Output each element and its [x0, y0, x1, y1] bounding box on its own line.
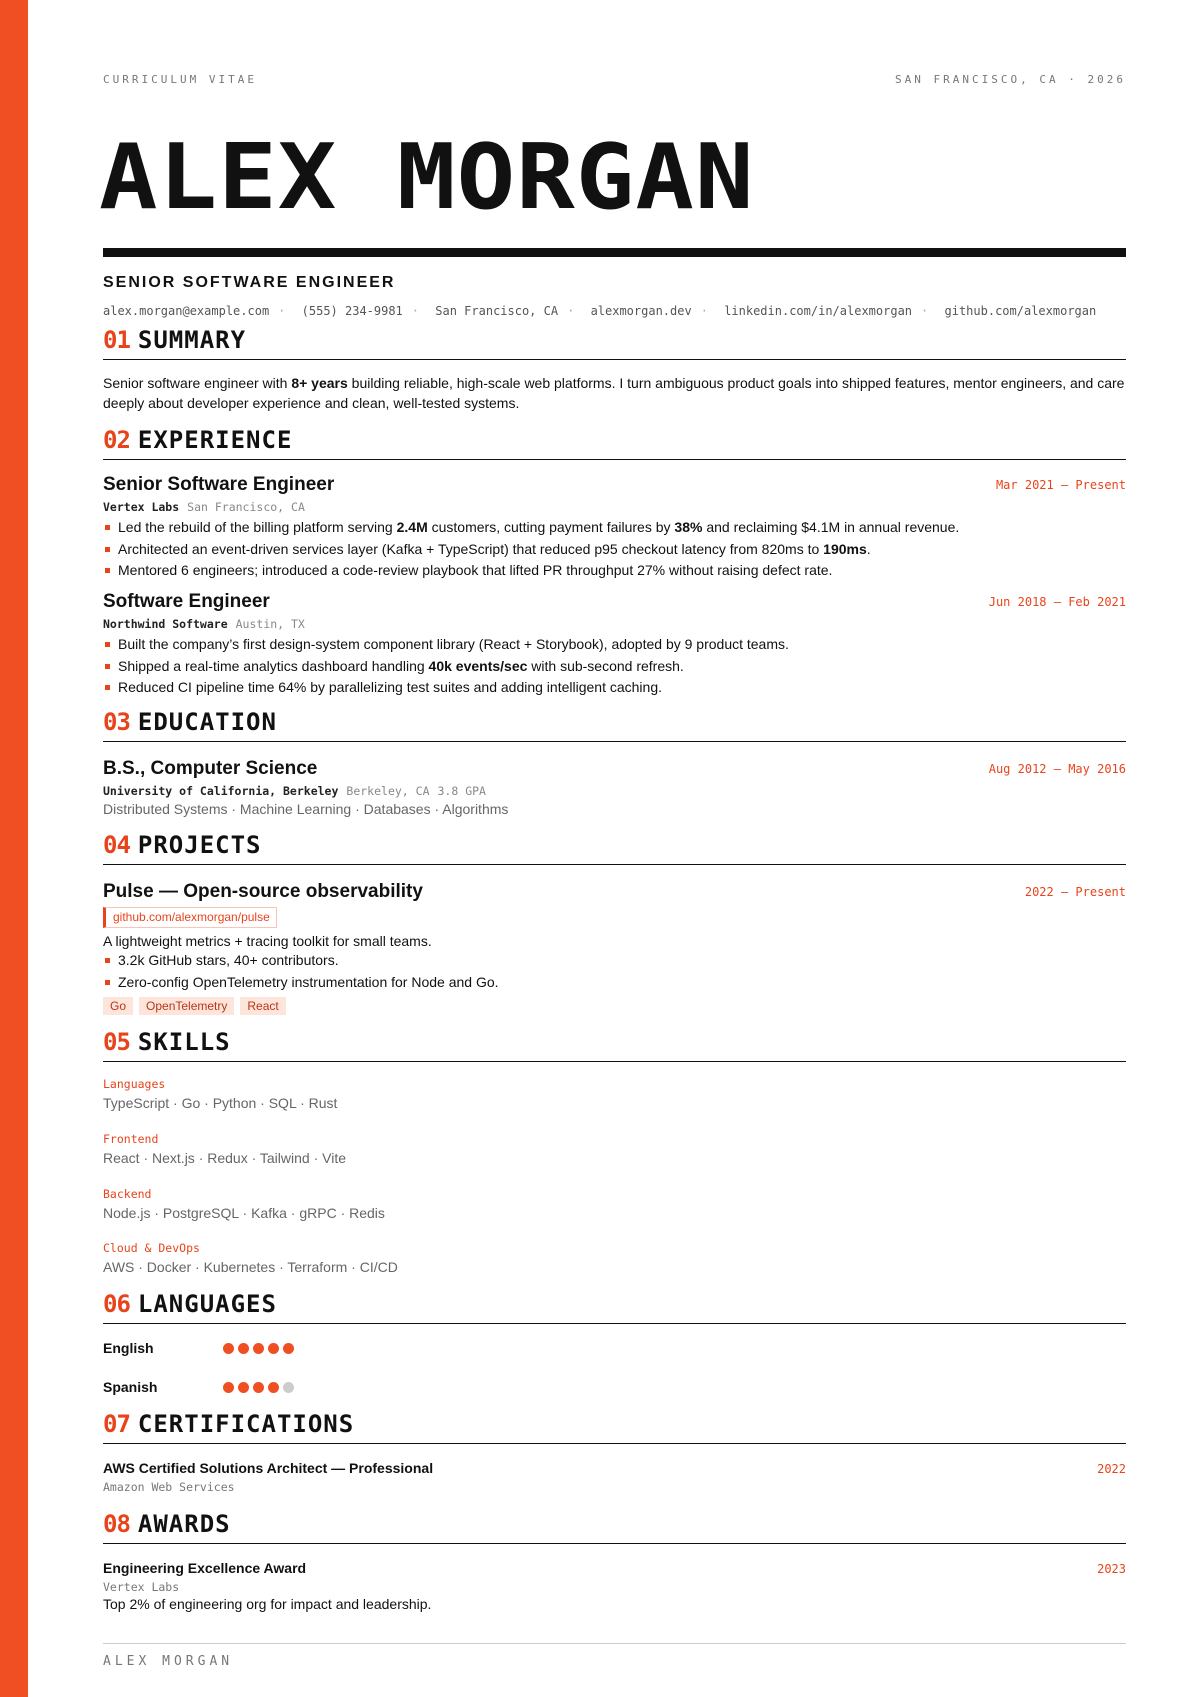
bullet-text: and reclaiming $4.1M in annual revenue. — [702, 519, 960, 535]
contact-email[interactable]: alex.morgan@example.com — [103, 304, 270, 318]
project-description: A lightweight metrics + tracing toolkit for small teams. — [103, 933, 432, 949]
contact-website[interactable]: alexmorgan.dev — [590, 304, 692, 318]
location-year: SAN FRANCISCO, CA · 2026 — [895, 73, 1126, 86]
project-title: Pulse — Open-source observability — [103, 881, 423, 902]
section-number: 06 — [103, 1290, 130, 1318]
summary-paragraph — [103, 373, 1126, 413]
proficiency-dot-empty — [283, 1382, 294, 1393]
entry-date: Jun 2018 — Feb 2021 — [988, 595, 1126, 609]
separator: · — [411, 304, 420, 318]
skill-group — [103, 1077, 1126, 1111]
skill-list: React · Next.js · Redux · Tailwind · Vite — [103, 1150, 347, 1166]
language-row — [103, 1376, 294, 1398]
summary-text: Senior software engineer with — [103, 375, 292, 391]
bullet-item — [103, 677, 1126, 699]
proficiency-dot-filled — [268, 1382, 279, 1393]
certification-issuer: Amazon Web Services — [103, 1480, 235, 1494]
proficiency-dot-filled — [253, 1382, 264, 1393]
bullet-text: Built the company’s first design-system component library (React + Storybook), adopted by 9 product teams. — [118, 636, 789, 652]
job-title: SENIOR SOFTWARE ENGINEER — [103, 274, 396, 291]
bullet-item — [103, 517, 1126, 539]
bullet-item — [103, 560, 1126, 582]
bullet-highlight: 190ms — [823, 540, 867, 557]
language-name: Spanish — [103, 1379, 158, 1395]
tech-tag: React — [240, 997, 285, 1015]
org-line — [103, 500, 1126, 514]
gpa: 3.8 GPA — [437, 784, 486, 798]
bullet-text: with sub-second refresh. — [527, 657, 684, 674]
experience-entry — [103, 591, 1126, 699]
separator: · — [567, 304, 575, 318]
section-heading-awards — [103, 1512, 1126, 1544]
doc-label: CURRICULUM VITAE — [103, 73, 257, 86]
summary-text: building reliable, high-scale web platforms. I turn ambiguous product goals into shipped features, mentor engineers, and care deeply about developer experience and clean, well-tested systems. — [103, 375, 1125, 411]
contact-line — [103, 304, 1096, 318]
tech-tags — [103, 997, 1126, 1015]
bullet-text: customers, cutting payment failures by — [427, 519, 675, 535]
section-heading-languages — [103, 1292, 1126, 1324]
proficiency-dot-filled — [283, 1343, 294, 1354]
section-title: SKILLS — [137, 1028, 231, 1056]
degree-title: B.S., Computer Science — [103, 758, 318, 779]
skill-group — [103, 1241, 1126, 1275]
location: Austin, TX — [235, 617, 305, 631]
language-name: English — [103, 1340, 154, 1356]
footer-divider — [103, 1643, 1126, 1644]
skill-category: Languages — [103, 1077, 166, 1091]
certification-title: AWS Certified Solutions Architect — Professional — [103, 1460, 434, 1476]
section-number: 03 — [103, 708, 130, 736]
contact-location: San Francisco, CA — [435, 304, 559, 318]
bullet-item — [103, 634, 1126, 656]
skill-list: AWS · Docker · Kubernetes · Terraform · CI/CD — [103, 1259, 398, 1275]
section-heading-education — [103, 710, 1126, 742]
section-heading-projects — [103, 833, 1126, 865]
section-number: 04 — [103, 831, 130, 859]
entry-title: Senior Software Engineer — [103, 474, 335, 495]
skill-category: Frontend — [103, 1132, 159, 1146]
summary-highlight: 8+ years — [291, 375, 348, 391]
education-entry — [103, 758, 1126, 817]
organization: Vertex Labs — [103, 500, 180, 514]
section-title: SUMMARY — [137, 326, 247, 354]
language-row — [103, 1337, 294, 1359]
award-year: 2023 — [1097, 1562, 1126, 1576]
award-issuer: Vertex Labs — [103, 1580, 180, 1594]
entry-date: Aug 2012 — May 2016 — [988, 762, 1126, 776]
section-title: EXPERIENCE — [137, 426, 293, 454]
skill-list: Node.js · PostgreSQL · Kafka · gRPC · Redis — [103, 1205, 385, 1221]
section-heading-summary — [103, 328, 1126, 360]
org-line — [103, 617, 1126, 631]
skill-list: TypeScript · Go · Python · SQL · Rust — [103, 1095, 338, 1111]
section-number: 05 — [103, 1028, 130, 1056]
contact-phone[interactable]: (555) 234-9981 — [301, 304, 403, 318]
bullet-list — [103, 517, 1126, 582]
skill-category: Cloud & DevOps — [103, 1241, 200, 1255]
entry-title: Software Engineer — [103, 591, 270, 612]
proficiency-dots — [223, 1343, 294, 1354]
bullet-text: . — [866, 540, 871, 557]
bullet-text: Architected an event-driven services layer (Kafka + TypeScript) that reduced p95 checkout latency from 820ms to — [118, 540, 824, 557]
bullet-text: Reduced CI pipeline time 64% by parallelizing test suites and adding intelligent caching. — [118, 679, 662, 695]
proficiency-dot-filled — [253, 1343, 264, 1354]
bullet-item — [103, 656, 1126, 678]
coursework: Distributed Systems · Machine Learning · Databases · Algorithms — [103, 801, 509, 817]
tech-tag: Go — [103, 997, 133, 1015]
section-title: EDUCATION — [137, 708, 277, 736]
proficiency-dot-filled — [223, 1382, 234, 1393]
separator: · — [278, 304, 286, 318]
location: San Francisco, CA — [187, 500, 305, 514]
certification-year: 2022 — [1097, 1462, 1126, 1476]
proficiency-dots — [223, 1382, 294, 1393]
entry-date: 2022 — Present — [1024, 885, 1126, 899]
section-title: LANGUAGES — [137, 1290, 277, 1318]
org-line — [103, 784, 1126, 798]
bullet-list — [103, 950, 1126, 993]
certification-entry — [103, 1460, 1126, 1494]
contact-github[interactable]: github.com/alexmorgan — [944, 304, 1097, 318]
entry-date: Mar 2021 — Present — [995, 478, 1126, 492]
resume-page — [99, 0, 1126, 1697]
bullet-highlight: 38% — [674, 519, 703, 535]
proficiency-dot-filled — [268, 1343, 279, 1354]
section-title: PROJECTS — [137, 831, 262, 859]
accent-sidebar-bar — [0, 0, 28, 1697]
bullet-text: Mentored 6 engineers; introduced a code-review playbook that lifted PR throughput 27% without raising defect rate. — [118, 562, 833, 578]
section-number: 07 — [103, 1410, 130, 1438]
tech-tag: OpenTelemetry — [139, 997, 234, 1015]
section-heading-skills — [103, 1030, 1126, 1062]
section-title: CERTIFICATIONS — [137, 1410, 355, 1438]
section-number: 01 — [103, 326, 130, 354]
skill-group — [103, 1132, 1126, 1166]
proficiency-dot-filled — [238, 1343, 249, 1354]
candidate-name: ALEX MORGAN — [99, 125, 755, 230]
top-meta-row — [103, 73, 1126, 86]
bullet-highlight: 40k events/sec — [428, 657, 528, 674]
bullet-text: Shipped a real-time analytics dashboard handling — [118, 657, 429, 674]
award-title: Engineering Excellence Award — [103, 1560, 307, 1576]
footer-name: ALEX MORGAN — [103, 1654, 234, 1669]
project-entry — [103, 881, 1126, 1015]
award-description: Top 2% of engineering org for impact and leadership. — [103, 1596, 432, 1612]
bullet-item: 3.2k GitHub stars, 40+ contributors. — [103, 950, 1126, 972]
bullet-text: Led the rebuild of the billing platform serving — [118, 519, 397, 535]
separator: · — [700, 304, 708, 318]
bullet-list — [103, 634, 1126, 699]
skill-group — [103, 1187, 1126, 1221]
proficiency-dot-filled — [223, 1343, 234, 1354]
contact-linkedin[interactable]: linkedin.com/in/alexmorgan — [724, 304, 913, 318]
bullet-item: Zero-config OpenTelemetry instrumentation for Node and Go. — [103, 972, 1126, 994]
organization: Northwind Software — [103, 617, 228, 631]
skill-category: Backend — [103, 1187, 152, 1201]
university: University of California, Berkeley — [103, 784, 339, 798]
bullet-item — [103, 539, 1126, 561]
section-number: 08 — [103, 1510, 130, 1538]
project-repo-link[interactable]: github.com/alexmorgan/pulse — [103, 907, 277, 928]
separator: · — [921, 304, 929, 318]
name-divider — [103, 248, 1126, 257]
section-heading-experience — [103, 428, 1126, 460]
experience-entry — [103, 474, 1126, 582]
section-title: AWARDS — [137, 1510, 231, 1538]
section-heading-certifications — [103, 1412, 1126, 1444]
award-entry — [103, 1560, 1126, 1612]
section-number: 02 — [103, 426, 130, 454]
bullet-highlight: 2.4M — [396, 519, 428, 535]
location: Berkeley, CA — [346, 784, 430, 798]
proficiency-dot-filled — [238, 1382, 249, 1393]
